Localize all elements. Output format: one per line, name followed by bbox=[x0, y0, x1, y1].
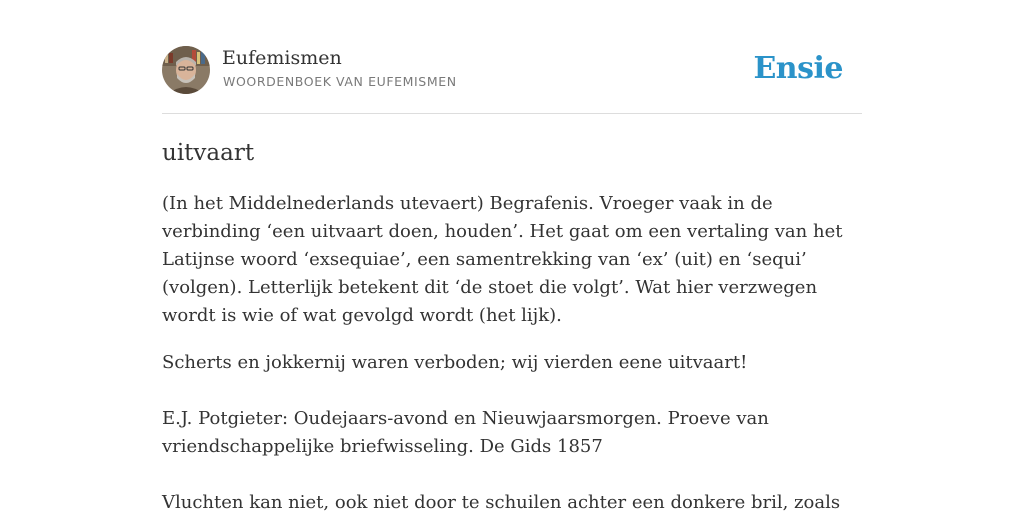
brand-logo[interactable]: Ensie bbox=[753, 51, 843, 86]
quote-source: E.J. Potgieter: Oudejaars-avond en Nieuwjaarsmorgen. Proeve van vriendschappelijke briefwisseling. De Gids 1857 bbox=[162, 408, 769, 457]
author-subtitle[interactable]: WOORDENBOEK VAN EUFEMISMEN bbox=[223, 74, 457, 89]
author-name[interactable]: Eufemismen bbox=[222, 47, 342, 69]
author-avatar[interactable] bbox=[162, 46, 210, 94]
quote-text: Scherts en jokkernij waren verboden; wij vierden eene uitvaart! bbox=[162, 352, 748, 373]
entry-definition: (In het Middelnederlands utevaert) Begrafenis. Vroeger vaak in de verbinding ‘een uitvaart doen, houden’. Het gaat om een vertaling van het Latijnse woord ‘exsequiae’, een samentrekking van ‘ex’ (uit) en ‘sequi’ (volgen). Letterlijk betekent dit ‘de stoet die volgt’. Wat hier verzwegen wordt is wie of wat gevolgd wordt (het lijk). bbox=[162, 193, 843, 326]
avatar-photo-icon bbox=[162, 46, 210, 94]
entry-title: uitvaart bbox=[162, 140, 255, 166]
quote-text: Vluchten kan niet, ook niet door te schuilen achter een donkere bril, zoals bbox=[162, 492, 841, 512]
entry-header bbox=[162, 46, 862, 114]
